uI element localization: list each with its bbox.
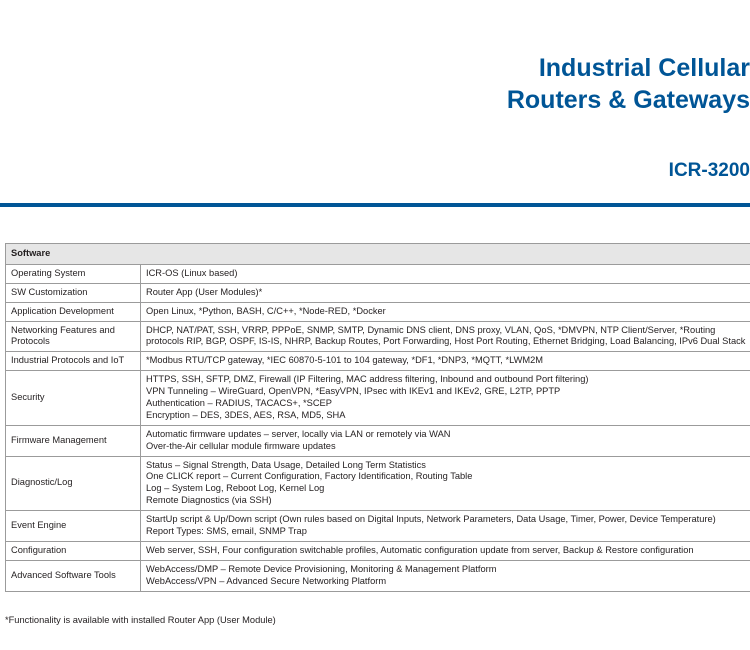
table-row [6,352,750,371]
row-value-line: One CLICK report – Current Configuration, Factory Identification, Routing Table [146,471,473,482]
row-label: Configuration [6,541,141,560]
row-value-line: StartUp script & Up/Down script (Own rules based on Digital Inputs, Network Parameters, Data Usage, Timer, Power, Device Temperature) [146,514,716,525]
row-value [141,264,750,283]
row-value [141,511,750,542]
row-value-line: WebAccess/VPN – Advanced Secure Networking Platform [146,575,387,586]
row-value [141,425,750,456]
row-value [141,352,750,371]
model-name: ICR-3200 [668,160,750,181]
row-label: Firmware Management [6,425,141,456]
row-value-line: Authentication – RADIUS, TACACS+, *SCEP [146,398,332,409]
row-label: Event Engine [6,511,141,542]
table-row [6,541,750,560]
table-row [6,264,750,283]
row-value-line: Router App (User Modules)* [146,286,263,297]
row-value [141,560,750,591]
row-label: SW Customization [6,283,141,302]
row-value [141,541,750,560]
row-value [141,456,750,511]
row-value-line: Log – System Log, Reboot Log, Kernel Log [146,483,325,494]
row-value-line: DHCP, NAT/PAT, SSH, VRRP, PPPoE, SNMP, SMTP, Dynamic DNS client, DNS proxy, VLAN, QoS, *DMVPN, NTP Client/Server, *Routing [146,324,716,335]
table-row [6,456,750,511]
row-label: Application Development [6,302,141,321]
row-value-line: protocols RIP, BGP, OSPF, IS-IS, NHRP, Backup Routes, Port Forwarding, Host Port Routing, Ethernet Bridging, Load Balancing, IPv6 Dual Stack [146,336,746,347]
header-title-line1: Industrial Cellular [538,54,750,82]
row-label: Advanced Software Tools [6,560,141,591]
table-footnote: *Functionality is available with installed Router App (User Module) [5,615,276,625]
row-value [141,302,750,321]
table-row [6,321,750,352]
table-row [6,511,750,542]
row-value [141,321,750,352]
row-value [141,371,750,426]
row-label: Networking Features and Protocols [6,321,141,352]
row-value-line: Open Linux, *Python, BASH, C/C++, *Node-RED, *Docker [146,305,386,316]
row-label: Security [6,371,141,426]
row-value-line: *Modbus RTU/TCP gateway, *IEC 60870-5-101 to 104 gateway, *DF1, *DNP3, *MQTT, *LWM2M [146,355,544,366]
row-value-line: ICR-OS (Linux based) [146,267,238,278]
table-row [6,283,750,302]
software-spec-table [5,243,750,592]
row-value [141,283,750,302]
spec-table-body [6,244,750,592]
section-title: Software [6,244,750,265]
table-row [6,302,750,321]
row-value-line: Remote Diagnostics (via SSH) [146,495,272,506]
row-value-line: WebAccess/DMP – Remote Device Provisioning, Monitoring & Management Platform [146,563,497,574]
row-value-line: Status – Signal Strength, Data Usage, Detailed Long Term Statistics [146,459,426,470]
row-label: Operating System [6,264,141,283]
header-divider [0,203,750,207]
row-value-line: Automatic firmware updates – server, locally via LAN or remotely via WAN [146,428,451,439]
table-row [6,560,750,591]
row-label: Industrial Protocols and IoT [6,352,141,371]
document-header [230,52,750,116]
row-label: Diagnostic/Log [6,456,141,511]
row-value-line: Encryption – DES, 3DES, AES, RSA, MD5, SHA [146,409,346,420]
row-value-line: Over-the-Air cellular module firmware updates [146,440,336,451]
row-value-line: VPN Tunneling – WireGuard, OpenVPN, *EasyVPN, IPsec with IKEv1 and IKEv2, GRE, L2TP, PPTP [146,386,561,397]
row-value-line: HTTPS, SSH, SFTP, DMZ, Firewall (IP Filtering, MAC address filtering, Inbound and outbound Port filtering) [146,374,589,385]
table-section-header-row [6,244,750,265]
table-row [6,425,750,456]
table-row [6,371,750,426]
header-title-line2: Routers & Gateways [506,86,750,114]
row-value-line: Report Types: SMS, email, SNMP Trap [146,526,307,537]
row-value-line: Web server, SSH, Four configuration switchable profiles, Automatic configuration update from server, Backup & Restore configuration [146,544,694,555]
